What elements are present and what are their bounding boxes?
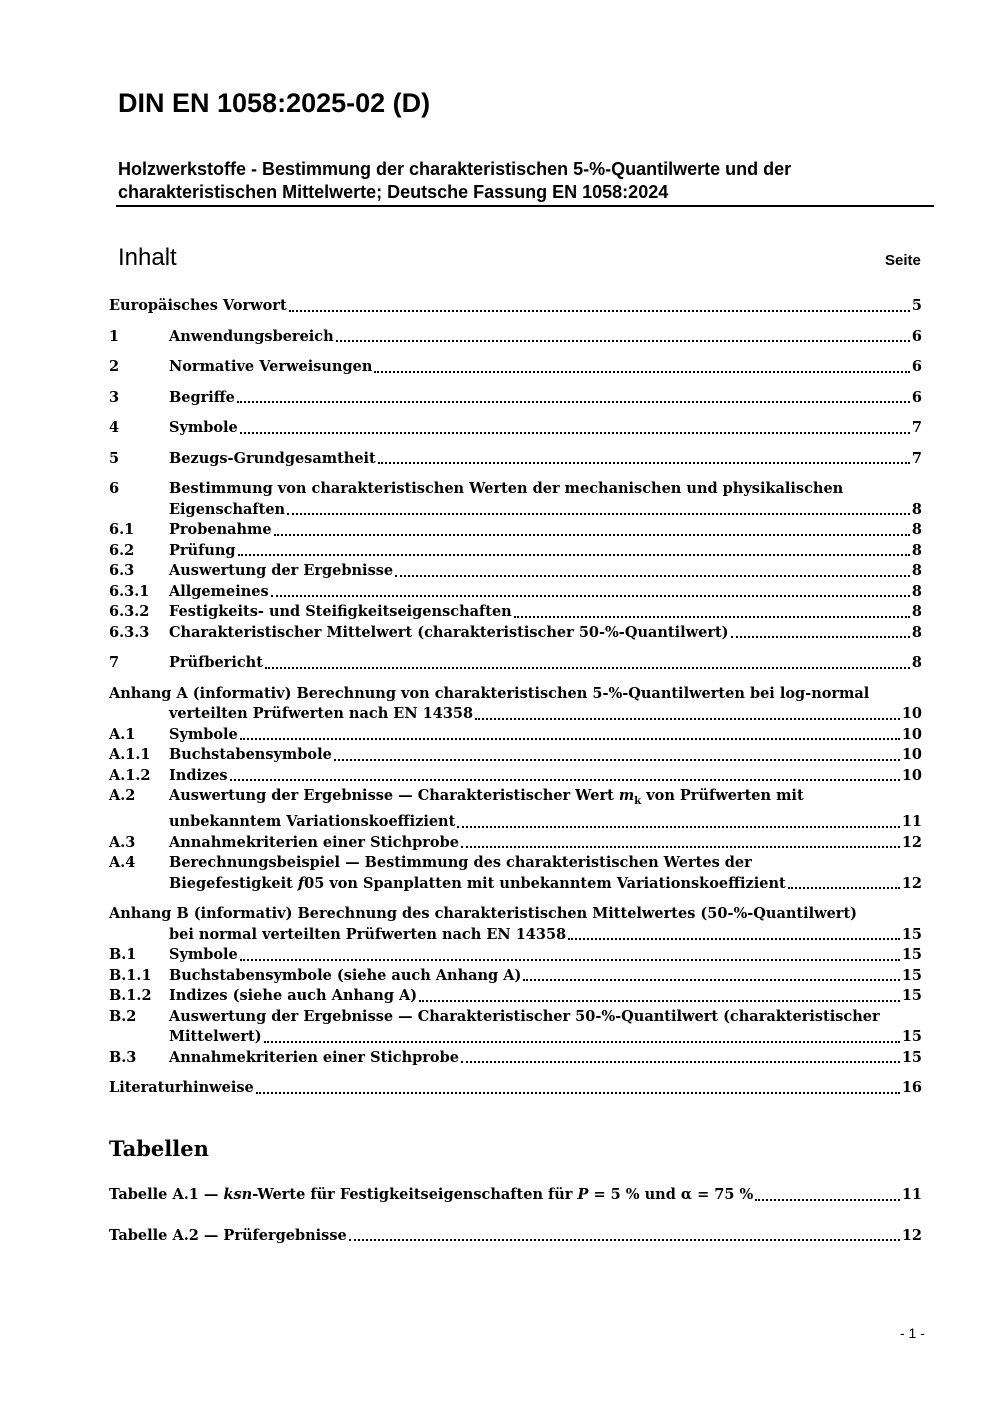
- document-subtitle: [118, 158, 928, 204]
- toc-entry-1[interactable]: 1 Anwendungsbereich 6: [109, 327, 922, 345]
- toc-entry-b-2[interactable]: B.2 Auswertung der Ergebnisse — Charakteristischer 50-%-Quantilwert (charakteristischer Mittelwert) 15: [109, 1007, 922, 1046]
- toc-entry-6-3-3[interactable]: 6.3.3 Charakteristischer Mittelwert (charakteristischer 50-%-Quantilwert) 8: [109, 623, 922, 641]
- toc-entry-bibliography[interactable]: Literaturhinweise 16: [109, 1079, 922, 1097]
- toc-entry-5[interactable]: 5 Bezugs-Grundgesamtheit 7: [109, 449, 922, 467]
- subtitle-line: Holzwerkstoffe - Bestimmung der charakteristischen 5-%-Quantilwerte und der: [118, 159, 792, 179]
- toc-entry-6[interactable]: 6 Bestimmung von charakteristischen Werten der mechanischen und physikalischen Eigenschaften 8: [109, 480, 922, 518]
- toc-entry-a-2[interactable]: A.2 Auswertung der Ergebnisse — Charakteristischer Wert $m_k$ von Prüfwerten mit unbekanntem Variationskoeffizient 11: [109, 787, 922, 831]
- toc-entry-annex-a[interactable]: Anhang A (informativ) Berechnung von charakteristischen 5-%-Quantilwerten bei log-normal verteilten Prüfwerten nach EN 14358 10: [109, 684, 922, 722]
- toc-entry-2[interactable]: 2 Normative Verweisungen 6: [109, 358, 922, 375]
- toc-entry-3[interactable]: 3 Begriffe 6: [109, 388, 922, 406]
- toc-entry-a-1-1[interactable]: A.1.1 Buchstabensymbole 10: [109, 746, 922, 763]
- table-of-contents: [109, 296, 922, 1099]
- toc-entry-6-3-1[interactable]: 6.3.1 Allgemeines 8: [109, 582, 922, 600]
- toc-entry-b-3[interactable]: B.3 Annahmekriterien einer Stichprobe 15: [109, 1048, 922, 1066]
- toc-entry-a-4[interactable]: A.4 Berechnungsbeispiel — Bestimmung des charakteristischen Wertes der Biegefestigkeit f05 von Spanplatten mit unbekanntem Variationskoeffizient 12: [109, 854, 922, 892]
- header-rule: [116, 205, 934, 207]
- toc-entry-6-3[interactable]: 6.3 Auswertung der Ergebnisse 8: [109, 562, 922, 579]
- page-number: - 1 -: [900, 1325, 925, 1341]
- toc-entry-a-1-2[interactable]: A.1.2 Indizes 10: [109, 766, 922, 784]
- toc-entry-7[interactable]: 7 Prüfbericht 8: [109, 654, 922, 671]
- toc-entry-annex-b[interactable]: Anhang B (informativ) Berechnung des charakteristischen Mittelwertes (50-%-Quantilwert) bei normal verteilten Prüfwerten nach EN 14358 15: [109, 905, 922, 943]
- toc-entry-4[interactable]: 4 Symbole 7: [109, 419, 922, 436]
- toc-entry-a-1[interactable]: A.1 Symbole 10: [109, 725, 922, 743]
- table-entry-a-2[interactable]: Tabelle A.2 — Prüfergebnisse 12: [109, 1226, 922, 1244]
- toc-page-label: Seite: [885, 252, 921, 269]
- toc-entry-vorwort[interactable]: Europäisches Vorwort 5: [109, 297, 922, 314]
- toc-entry-b-1-1[interactable]: B.1.1 Buchstabensymbole (siehe auch Anhang A) 15: [109, 966, 922, 984]
- document-id: DIN EN 1058:2025-02 (D): [118, 88, 431, 118]
- toc-entry-6-2[interactable]: 6.2 Prüfung 8: [109, 541, 922, 559]
- tables-heading: Tabellen: [109, 1136, 209, 1161]
- toc-entry-6-3-2[interactable]: 6.3.2 Festigkeits- und Steifigkeitseigenschaften 8: [109, 603, 922, 620]
- toc-heading: Inhalt: [118, 244, 177, 271]
- toc-entry-b-1[interactable]: B.1 Symbole 15: [109, 946, 922, 964]
- list-of-tables: [109, 1185, 922, 1246]
- toc-entry-6-1[interactable]: 6.1 Probenahme 8: [109, 521, 922, 538]
- toc-entry-b-1-2[interactable]: B.1.2 Indizes (siehe auch Anhang A) 15: [109, 987, 922, 1005]
- subtitle-line: charakteristischen Mittelwerte; Deutsche Fassung EN 1058:2024: [118, 182, 669, 202]
- table-entry-a-1[interactable]: Tabelle A.1 — ksn-Werte für Festigkeitseigenschaften für P = 5 % und α = 75 % 11: [109, 1186, 922, 1203]
- toc-entry-a-3[interactable]: A.3 Annahmekriterien einer Stichprobe 12: [109, 833, 922, 851]
